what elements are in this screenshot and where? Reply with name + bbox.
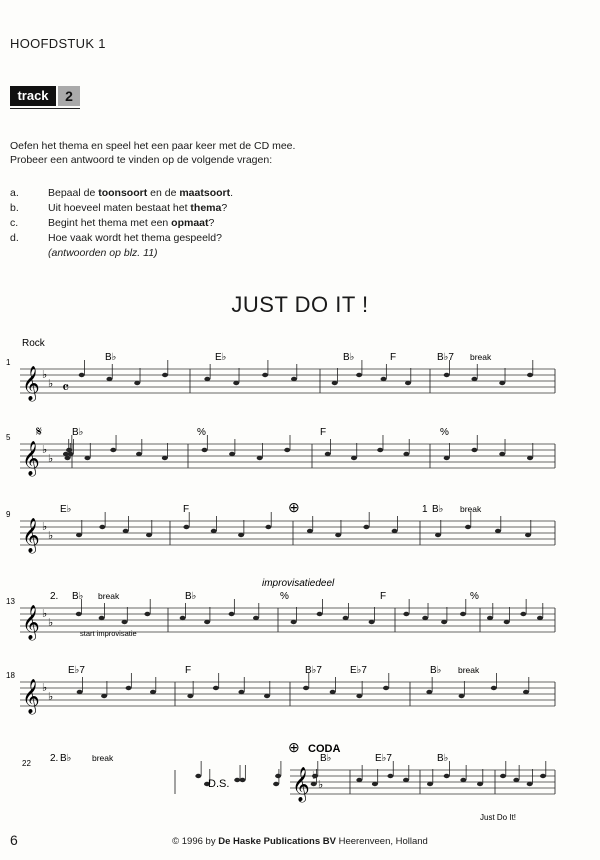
chord-symbol: B♭ [60, 753, 72, 764]
note-head [162, 373, 168, 377]
note-head [444, 774, 450, 778]
start-improvisation-text: start improvisatie [80, 629, 137, 638]
note-head [500, 774, 506, 778]
chord-symbol: E♭ [60, 504, 72, 515]
chord-symbol: F [390, 352, 397, 363]
note-head [520, 612, 526, 616]
chord-symbol: E♭ [215, 352, 227, 363]
coda-label: CODA [308, 743, 341, 755]
chord-symbol: F [380, 591, 387, 602]
note-head [527, 456, 533, 460]
note-head [427, 782, 433, 786]
style-marking: Rock [22, 338, 45, 349]
note-head [471, 448, 477, 452]
note-head [195, 774, 201, 778]
note-head [187, 694, 193, 698]
note-head [273, 782, 279, 786]
chord-symbol: % [197, 427, 206, 438]
flat-key-signature: ♭ [48, 453, 54, 465]
flat-key-signature: ♭ [42, 521, 48, 533]
note-head [527, 782, 533, 786]
chord-symbol: 2. [50, 591, 59, 602]
note-head [403, 612, 409, 616]
staff-system-3 [6, 504, 555, 554]
note-head [332, 381, 338, 385]
note-head [381, 377, 387, 381]
note-head [99, 525, 105, 529]
note-head [150, 690, 156, 694]
note-head [312, 774, 318, 778]
note-head [238, 690, 244, 694]
note-head [491, 686, 497, 690]
chord-symbol: B♭ [430, 665, 442, 676]
note-head [444, 456, 450, 460]
note-head [68, 452, 74, 456]
flat-key-signature: ♭ [318, 779, 324, 791]
treble-clef: 𝄞 [22, 680, 40, 713]
chord-symbol: B♭ [105, 352, 117, 363]
segno-icon: 𝄋 [36, 423, 43, 439]
treble-clef: 𝄞 [22, 442, 40, 475]
break-marking: break [470, 352, 492, 362]
note-head [513, 778, 519, 782]
note-head [229, 612, 235, 616]
note-head [106, 377, 112, 381]
treble-clef: 𝄞 [22, 606, 40, 639]
common-time-signature: 𝄴 [62, 380, 70, 397]
note-head [383, 686, 389, 690]
flat-key-signature: ♭ [48, 530, 54, 542]
note-head [265, 525, 271, 529]
treble-clef: 𝄞 [292, 768, 310, 801]
flat-key-signature: ♭ [48, 617, 54, 629]
flat-key-signature: ♭ [48, 378, 54, 390]
note-head [356, 778, 362, 782]
note-head [79, 373, 85, 377]
intro-line-2: Probeer een antwoord te vinden op de volgende vragen: [10, 154, 273, 166]
treble-clef: 𝄞 [22, 519, 40, 552]
note-head [477, 782, 483, 786]
note-head [487, 616, 493, 620]
lyric-text: Just Do It! [480, 813, 517, 822]
staff-system-5 [6, 665, 555, 715]
note-head [211, 529, 217, 533]
note-head [356, 373, 362, 377]
note-head [317, 612, 323, 616]
flat-key-signature: ♭ [42, 444, 48, 456]
chord-symbol: B♭ [437, 753, 449, 764]
note-head [183, 525, 189, 529]
note-head [162, 456, 168, 460]
break-marking: break [458, 665, 480, 675]
note-head [335, 533, 341, 537]
chord-symbol: B♭ [72, 427, 84, 438]
note-head [180, 616, 186, 620]
note-head [372, 782, 378, 786]
dal-segno: D.S. [208, 778, 230, 790]
note-head [435, 533, 441, 537]
note-head [204, 377, 210, 381]
track-number: 2 [58, 86, 80, 106]
note-head [325, 452, 331, 456]
note-head [343, 616, 349, 620]
note-head [284, 448, 290, 452]
chord-symbol: E♭7 [350, 665, 367, 676]
copyright-footer: © 1996 by De Haske Publications BV Heerenveen, Holland [172, 836, 428, 847]
note-head [253, 616, 259, 620]
coda-icon: ⊕ [288, 739, 300, 755]
chord-symbol: B♭ [432, 504, 444, 515]
note-head [238, 533, 244, 537]
improvisation-label: improvisatiedeel [262, 578, 335, 589]
measure-number: 18 [6, 671, 15, 680]
note-head [66, 448, 72, 452]
note-head [233, 381, 239, 385]
note-head [537, 616, 543, 620]
chord-symbol: F [183, 504, 190, 515]
staff-system-6 [22, 753, 555, 803]
note-head [527, 373, 533, 377]
note-head [356, 694, 362, 698]
note-head [262, 373, 268, 377]
note-head [126, 686, 132, 690]
note-head [307, 529, 313, 533]
chord-symbol: B♭7 [437, 352, 454, 363]
note-head [444, 373, 450, 377]
break-marking: break [460, 504, 482, 514]
note-head [471, 377, 477, 381]
chord-symbol: B♭ [72, 591, 84, 602]
note-head [426, 690, 432, 694]
note-head [264, 694, 270, 698]
note-head [64, 456, 70, 460]
chord-symbol: B♭ [343, 352, 355, 363]
measure-number: 1 [6, 358, 11, 367]
note-head [441, 620, 447, 624]
note-head [202, 448, 208, 452]
note-head [460, 778, 466, 782]
note-head [144, 612, 150, 616]
note-head [403, 452, 409, 456]
staff-system-1 [6, 352, 555, 402]
note-head [363, 525, 369, 529]
treble-clef: 𝄞 [22, 367, 40, 400]
note-head [495, 529, 501, 533]
chord-symbol: % [470, 591, 479, 602]
note-head [403, 778, 409, 782]
chord-symbol: B♭ [320, 753, 332, 764]
note-head [499, 381, 505, 385]
note-head [101, 694, 107, 698]
chord-symbol: % [440, 427, 449, 438]
track-label: track [10, 86, 56, 106]
note-head [213, 686, 219, 690]
note-head [136, 452, 142, 456]
chord-symbol: F [320, 427, 327, 438]
chapter-heading: HOOFDSTUK 1 [10, 36, 106, 51]
note-head [229, 452, 235, 456]
break-marking: break [98, 591, 120, 601]
note-head [204, 620, 210, 624]
measure-number: 5 [6, 433, 11, 442]
note-head [330, 690, 336, 694]
note-head [504, 620, 510, 624]
note-head [77, 690, 83, 694]
note-head [540, 774, 546, 778]
measure-number: 22 [22, 759, 31, 768]
chord-symbol: 1 [422, 504, 428, 515]
note-head [499, 452, 505, 456]
note-head [459, 694, 465, 698]
intro-line-1: Oefen het thema en speel het een paar keer met de CD mee. [10, 140, 296, 152]
note-head [110, 448, 116, 452]
note-head [234, 778, 240, 782]
flat-key-signature: ♭ [48, 691, 54, 703]
coda-sign-icon: ⊕ [288, 499, 300, 515]
note-head [76, 612, 82, 616]
page-number: 6 [10, 832, 18, 848]
note-head [76, 533, 82, 537]
note-head [291, 377, 297, 381]
note-head [351, 456, 357, 460]
note-head [392, 529, 398, 533]
note-head [369, 620, 375, 624]
note-head [134, 381, 140, 385]
note-head [465, 525, 471, 529]
song-title: JUST DO IT ! [231, 292, 369, 317]
chord-symbol: E♭7 [68, 665, 85, 676]
sheet-music [0, 330, 600, 830]
chord-symbol: E♭7 [375, 753, 392, 764]
note-head [240, 778, 246, 782]
chord-symbol: % [280, 591, 289, 602]
note-head [405, 381, 411, 385]
note-head [311, 782, 317, 786]
note-head [84, 456, 90, 460]
note-head [422, 616, 428, 620]
measure-number: 13 [6, 597, 15, 606]
flat-key-signature: ♭ [42, 682, 48, 694]
note-head [387, 774, 393, 778]
chord-symbol: B♭7 [305, 665, 322, 676]
measure-number: 9 [6, 510, 11, 519]
note-head [303, 686, 309, 690]
note-head [122, 620, 128, 624]
note-head [525, 533, 531, 537]
note-head [523, 690, 529, 694]
intro-text [10, 139, 570, 167]
track-badge [10, 86, 80, 109]
note-head [257, 456, 263, 460]
note-head [123, 529, 129, 533]
flat-key-signature: ♭ [42, 608, 48, 620]
note-head [99, 616, 105, 620]
chord-symbol: 2. [50, 753, 59, 764]
note-head [377, 448, 383, 452]
break-marking: break [92, 753, 114, 763]
chord-symbol: B♭ [185, 591, 197, 602]
note-head [146, 533, 152, 537]
staff-system-2 [6, 427, 555, 477]
note-head [460, 612, 466, 616]
chord-symbol: F [185, 665, 192, 676]
flat-key-signature: ♭ [42, 369, 48, 381]
note-head [291, 620, 297, 624]
note-head [275, 774, 281, 778]
